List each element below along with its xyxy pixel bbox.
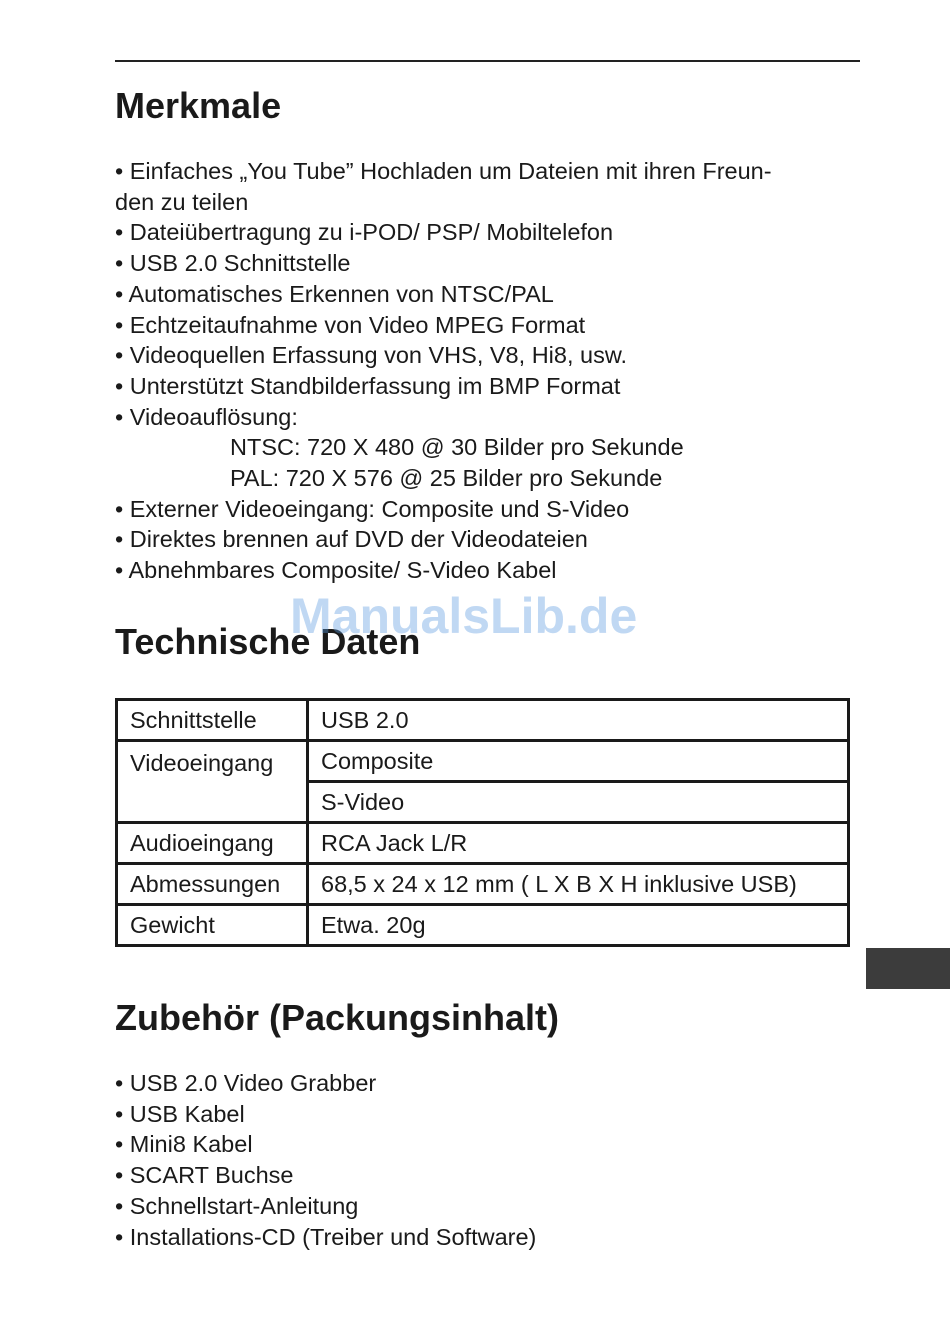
- top-rule: [115, 60, 860, 62]
- list-item: PAL: 720 X 576 @ 25 Bilder pro Sekunde: [230, 465, 663, 492]
- list-item: • Direktes brennen auf DVD der Videodateien: [115, 526, 588, 553]
- table-row: [117, 905, 849, 946]
- list-item: • Abnehmbares Composite/ S-Video Kabel: [115, 557, 557, 584]
- table-row: [117, 741, 849, 782]
- list-item: • USB Kabel: [115, 1100, 245, 1127]
- table-row: [117, 700, 849, 741]
- spec-value: Etwa. 20g: [308, 905, 849, 946]
- features-list: [115, 156, 772, 586]
- list-item: • USB 2.0 Schnittstelle: [115, 250, 351, 277]
- spec-label: Videoeingang: [117, 741, 308, 823]
- list-item: • Externer Videoeingang: Composite und S-Video: [115, 495, 630, 522]
- spec-value: Composite: [308, 741, 849, 782]
- accessories-title: Zubehör (Packungsinhalt): [115, 997, 560, 1038]
- list-item: • Mini8 Kabel: [115, 1131, 253, 1158]
- list-item: • Schnellstart-Anleitung: [115, 1192, 359, 1219]
- list-item: • Unterstützt Standbilderfassung im BMP Format: [115, 372, 621, 399]
- table-row: [117, 823, 849, 864]
- spec-label: Audioeingang: [117, 823, 308, 864]
- spec-table: [115, 698, 850, 947]
- spec-label: Gewicht: [117, 905, 308, 946]
- features-title: Merkmale: [115, 85, 282, 126]
- list-item: • Videoquellen Erfassung von VHS, V8, Hi8, usw.: [115, 342, 628, 369]
- watermark: ManualsLib.de: [290, 588, 638, 644]
- list-item: • Videoauflösung:: [115, 403, 298, 430]
- list-item: • Einfaches „You Tube” Hochladen um Dateien mit ihren Freun-: [115, 158, 772, 184]
- list-item: • USB 2.0 Video Grabber: [115, 1070, 377, 1096]
- list-item: • Automatisches Erkennen von NTSC/PAL: [115, 280, 554, 307]
- spec-value: RCA Jack L/R: [308, 823, 849, 864]
- spec-label: Abmessungen: [117, 864, 308, 905]
- spec-label: Schnittstelle: [117, 700, 308, 741]
- page-edge-tab: [866, 948, 950, 989]
- list-item: • SCART Buchse: [115, 1162, 294, 1189]
- list-item: • Installations-CD (Treiber und Software): [115, 1223, 537, 1250]
- spec-value: 68,5 x 24 x 12 mm ( L X B X H inklusive USB): [308, 864, 849, 905]
- list-item: • Echtzeitaufnahme von Video MPEG Format: [115, 311, 586, 338]
- accessories-list: [115, 1068, 536, 1252]
- specs-title: Technische Daten: [115, 621, 421, 662]
- table-row: [117, 864, 849, 905]
- list-item: NTSC: 720 X 480 @ 30 Bilder pro Sekunde: [230, 434, 684, 461]
- spec-value: S-Video: [308, 782, 849, 823]
- list-item: den zu teilen: [115, 188, 249, 215]
- spec-value: USB 2.0: [308, 700, 849, 741]
- list-item: • Dateiübertragung zu i-POD/ PSP/ Mobiltelefon: [115, 219, 614, 246]
